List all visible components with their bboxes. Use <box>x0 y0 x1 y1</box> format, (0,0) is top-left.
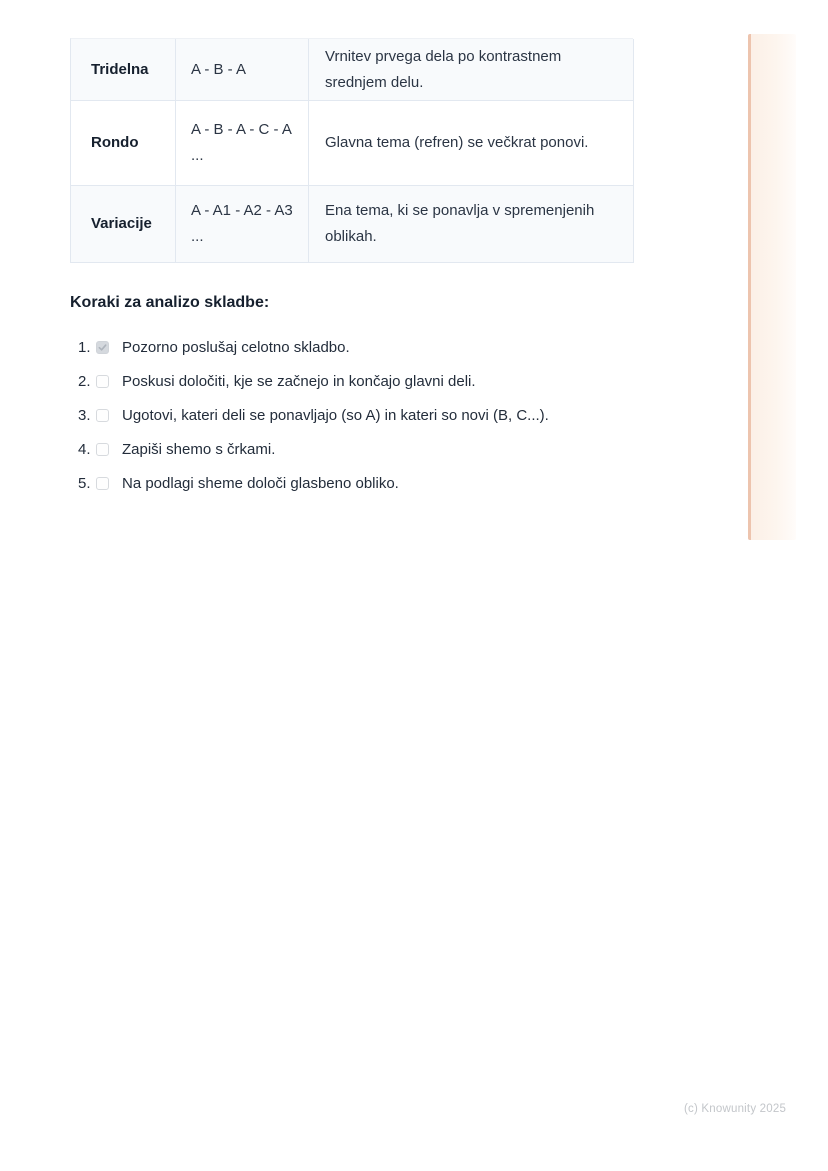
list-item-label: Pozorno poslušaj celotno skladbo. <box>122 338 350 356</box>
table-cell-form-name: Rondo <box>71 101 176 186</box>
list-item-number: 4. <box>78 440 91 458</box>
list-item-number: 2. <box>78 372 91 390</box>
checkbox-unchecked[interactable] <box>96 409 109 422</box>
list-item-label: Poskusi določiti, kje se začnejo in končajo glavni deli. <box>122 372 476 390</box>
list-item-label: Zapiši shemo s črkami. <box>122 440 276 458</box>
table-cell-description: Vrnitev prvega dela po kontrastnem srednjem delu. <box>309 39 634 101</box>
check-icon <box>98 343 107 352</box>
checkbox-checked[interactable] <box>96 341 109 354</box>
list-item <box>78 439 549 459</box>
list-item-number: 5. <box>78 474 91 492</box>
list-item <box>78 337 549 357</box>
musical-forms-table <box>70 38 633 263</box>
table-cell-scheme: A - B - A <box>176 39 309 101</box>
table-cell-form-name: Tridelna <box>71 39 176 101</box>
list-item-label: Na podlagi sheme določi glasbeno obliko. <box>122 474 399 492</box>
steps-heading: Koraki za analizo skladbe: <box>70 294 270 311</box>
list-item <box>78 371 549 391</box>
footer-copyright: (c) Knowunity 2025 <box>684 1103 787 1115</box>
list-item <box>78 405 549 425</box>
list-item-label: Ugotovi, kateri deli se ponavljajo (so A) in kateri so novi (B, C...). <box>122 406 549 424</box>
table-cell-description: Glavna tema (refren) se večkrat ponovi. <box>309 101 634 186</box>
table-cell-scheme: A - A1 - A2 - A3 ... <box>176 186 309 263</box>
list-item-number: 3. <box>78 406 91 424</box>
table-cell-form-name: Variacije <box>71 186 176 263</box>
list-item-number: 1. <box>78 338 91 356</box>
steps-list <box>78 337 549 507</box>
table-cell-description: Ena tema, ki se ponavlja v spremenjenih oblikah. <box>309 186 634 263</box>
checkbox-unchecked[interactable] <box>96 375 109 388</box>
checkbox-unchecked[interactable] <box>96 443 109 456</box>
checkbox-unchecked[interactable] <box>96 477 109 490</box>
list-item <box>78 473 549 493</box>
page-edge-decoration <box>748 34 796 540</box>
table-cell-scheme: A - B - A - C - A ... <box>176 101 309 186</box>
